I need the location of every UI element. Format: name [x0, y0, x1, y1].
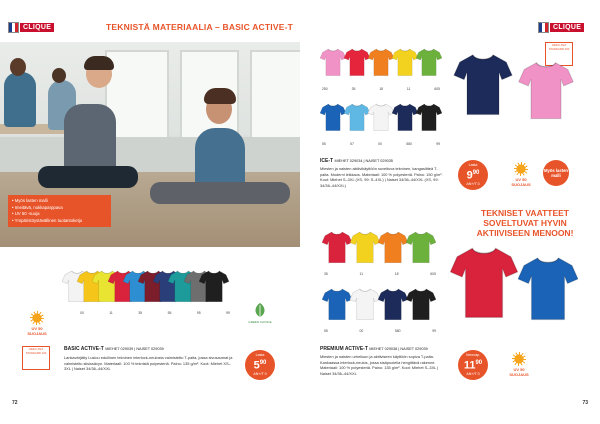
ice-t-swatch-2 — [368, 40, 394, 84]
right-page — [300, 0, 600, 424]
ice-model-tee-1 — [518, 60, 574, 120]
uv-sun-badge: UV 50 SUOJAUS — [22, 311, 52, 336]
ice-t-swatch-1 — [344, 95, 370, 139]
premium-active-t-swatch-3 — [406, 281, 436, 327]
uv-sun-badge-2: UV 50 SUOJAUS — [504, 352, 534, 377]
feature-list: • Myös lasten malli • Imeitävä, nukkaparppava • UV 50 -suoja • Ympäristöystävällinen tuotantoketju — [8, 195, 111, 227]
ice-t-swatch-0 — [320, 95, 346, 139]
product-description: Lankavärjätty Lusiou edullinen tekninen interlock-neulosta valmistettu T-paita, jossa sivusaumat ja valmisteltu siisissävyn. Materiaali: 100 % teknistä polyesteriä. Paino: 135 g/m². Koot: Miehet XS–3XL | Naiset 34/36–44/XXL — [64, 355, 233, 372]
premium-active-t-swatch-1 — [350, 281, 380, 327]
page-number: 73 — [582, 400, 588, 406]
basic-active-t-swatch-9 — [199, 264, 229, 308]
ice-product-title: ICE-T MIEHET 029034 | NAISET 029035 — [320, 158, 393, 164]
ice-t-swatch-0 — [320, 40, 346, 84]
ice-t-swatch-4 — [416, 95, 442, 139]
premium-active-t-swatch-1 — [350, 224, 380, 270]
flag-icon — [8, 22, 19, 33]
product-title: BASIC ACTIVE-T MIEHET 029039 | NAISET 029039 — [64, 346, 164, 352]
premium-active-t-swatch-0 — [322, 224, 352, 270]
ice-t-swatch-1 — [344, 40, 370, 84]
sun-icon — [30, 311, 44, 325]
sun-icon — [512, 352, 526, 366]
page-number: 72 — [12, 400, 18, 406]
oeko-tex-label: OEKO-TEX STANDARD 100 — [545, 42, 573, 66]
premium-product-description: Miesten ja naisten urheiluun ja aktiiviseen käyttöön sopiva T-paita. Kankaassa interlock-neulos, jossa sisäpuolella hengittävä rakenne. Materiaali: 100 % polyesteriä. Paino: 135 g/m². Koot: Miehet S–3XL | Naiset 34/36–44/XXL — [320, 354, 439, 376]
premium-product-title: PREMIUM ACTIVE-T MIEHET 029038 | NAISET 029039 — [320, 346, 428, 352]
background-person — [4, 72, 36, 127]
ice-product-description: Miesten ja naisten aktiivikäyttöön soveltuva tekninen, kangaslitteä T-paita. Moderni leikkaus. Materiaali: 100 % polyesteriä. Paino: 150 g/m². Koot: Miehet S–3XL (XS, 99: S–4XL) | Naiset 34/36–44/XXL (XS, 99: 34/36–44/XXL) — [320, 166, 443, 188]
ice-price-badge: Lasta $9^{90}$ AN+/T 0 — [458, 160, 488, 190]
premium-codes-top: 35 11 18 605 — [324, 272, 436, 276]
oeko-tex-label: OEKO-TEX STANDARD 100 — [22, 346, 50, 370]
premium-model-tee-0 — [450, 245, 518, 319]
premium-codes-mid: 55 00 580 99 — [324, 329, 436, 333]
price-badge: Lasta $5^{90}$ AN+/T 0 — [245, 350, 275, 380]
ice-t-swatch-3 — [392, 95, 418, 139]
premium-model-tee-1 — [518, 255, 578, 321]
ice-model-tee-0 — [452, 52, 514, 116]
page-headline: TEKNISTÄ MATERIAALIA – BASIC ACTIVE-T — [106, 22, 293, 32]
sun-icon — [514, 162, 528, 176]
brand-logo — [8, 22, 54, 33]
woman-figure — [195, 128, 245, 190]
color-codes: 00 11 35 55 95 99 — [80, 311, 230, 315]
premium-active-t-swatch-2 — [378, 281, 408, 327]
flag-icon — [538, 22, 549, 33]
brand-logo: CLIQUE — [538, 22, 584, 33]
uv-sun-badge: UV 50 SUOJAUS — [506, 162, 536, 187]
brand-name: CLIQUE — [20, 23, 54, 32]
premium-active-t-swatch-3 — [406, 224, 436, 270]
highlight-heading: TEKNISET VAATTEET SOVELTUVAT HYVIN AKTIIVISEEN MENOON! — [476, 208, 574, 238]
ice-codes-mid: 55 57 00 580 99 — [322, 142, 440, 146]
ice-codes-top: 250 35 18 11 605 — [322, 87, 440, 91]
premium-price-badge: Verovap. $11^{90}$ AN+/T 0 — [458, 350, 488, 380]
premium-active-t-swatch-0 — [322, 281, 352, 327]
ice-t-swatch-3 — [392, 40, 418, 84]
premium-active-t-swatch-2 — [378, 224, 408, 270]
ice-t-swatch-4 — [416, 40, 442, 84]
ice-t-swatch-2 — [368, 95, 394, 139]
kids-model-badge: Myös lasten malli — [543, 160, 569, 186]
eco-label: GREEN CHOICE — [247, 301, 273, 324]
leaf-icon — [251, 301, 269, 319]
